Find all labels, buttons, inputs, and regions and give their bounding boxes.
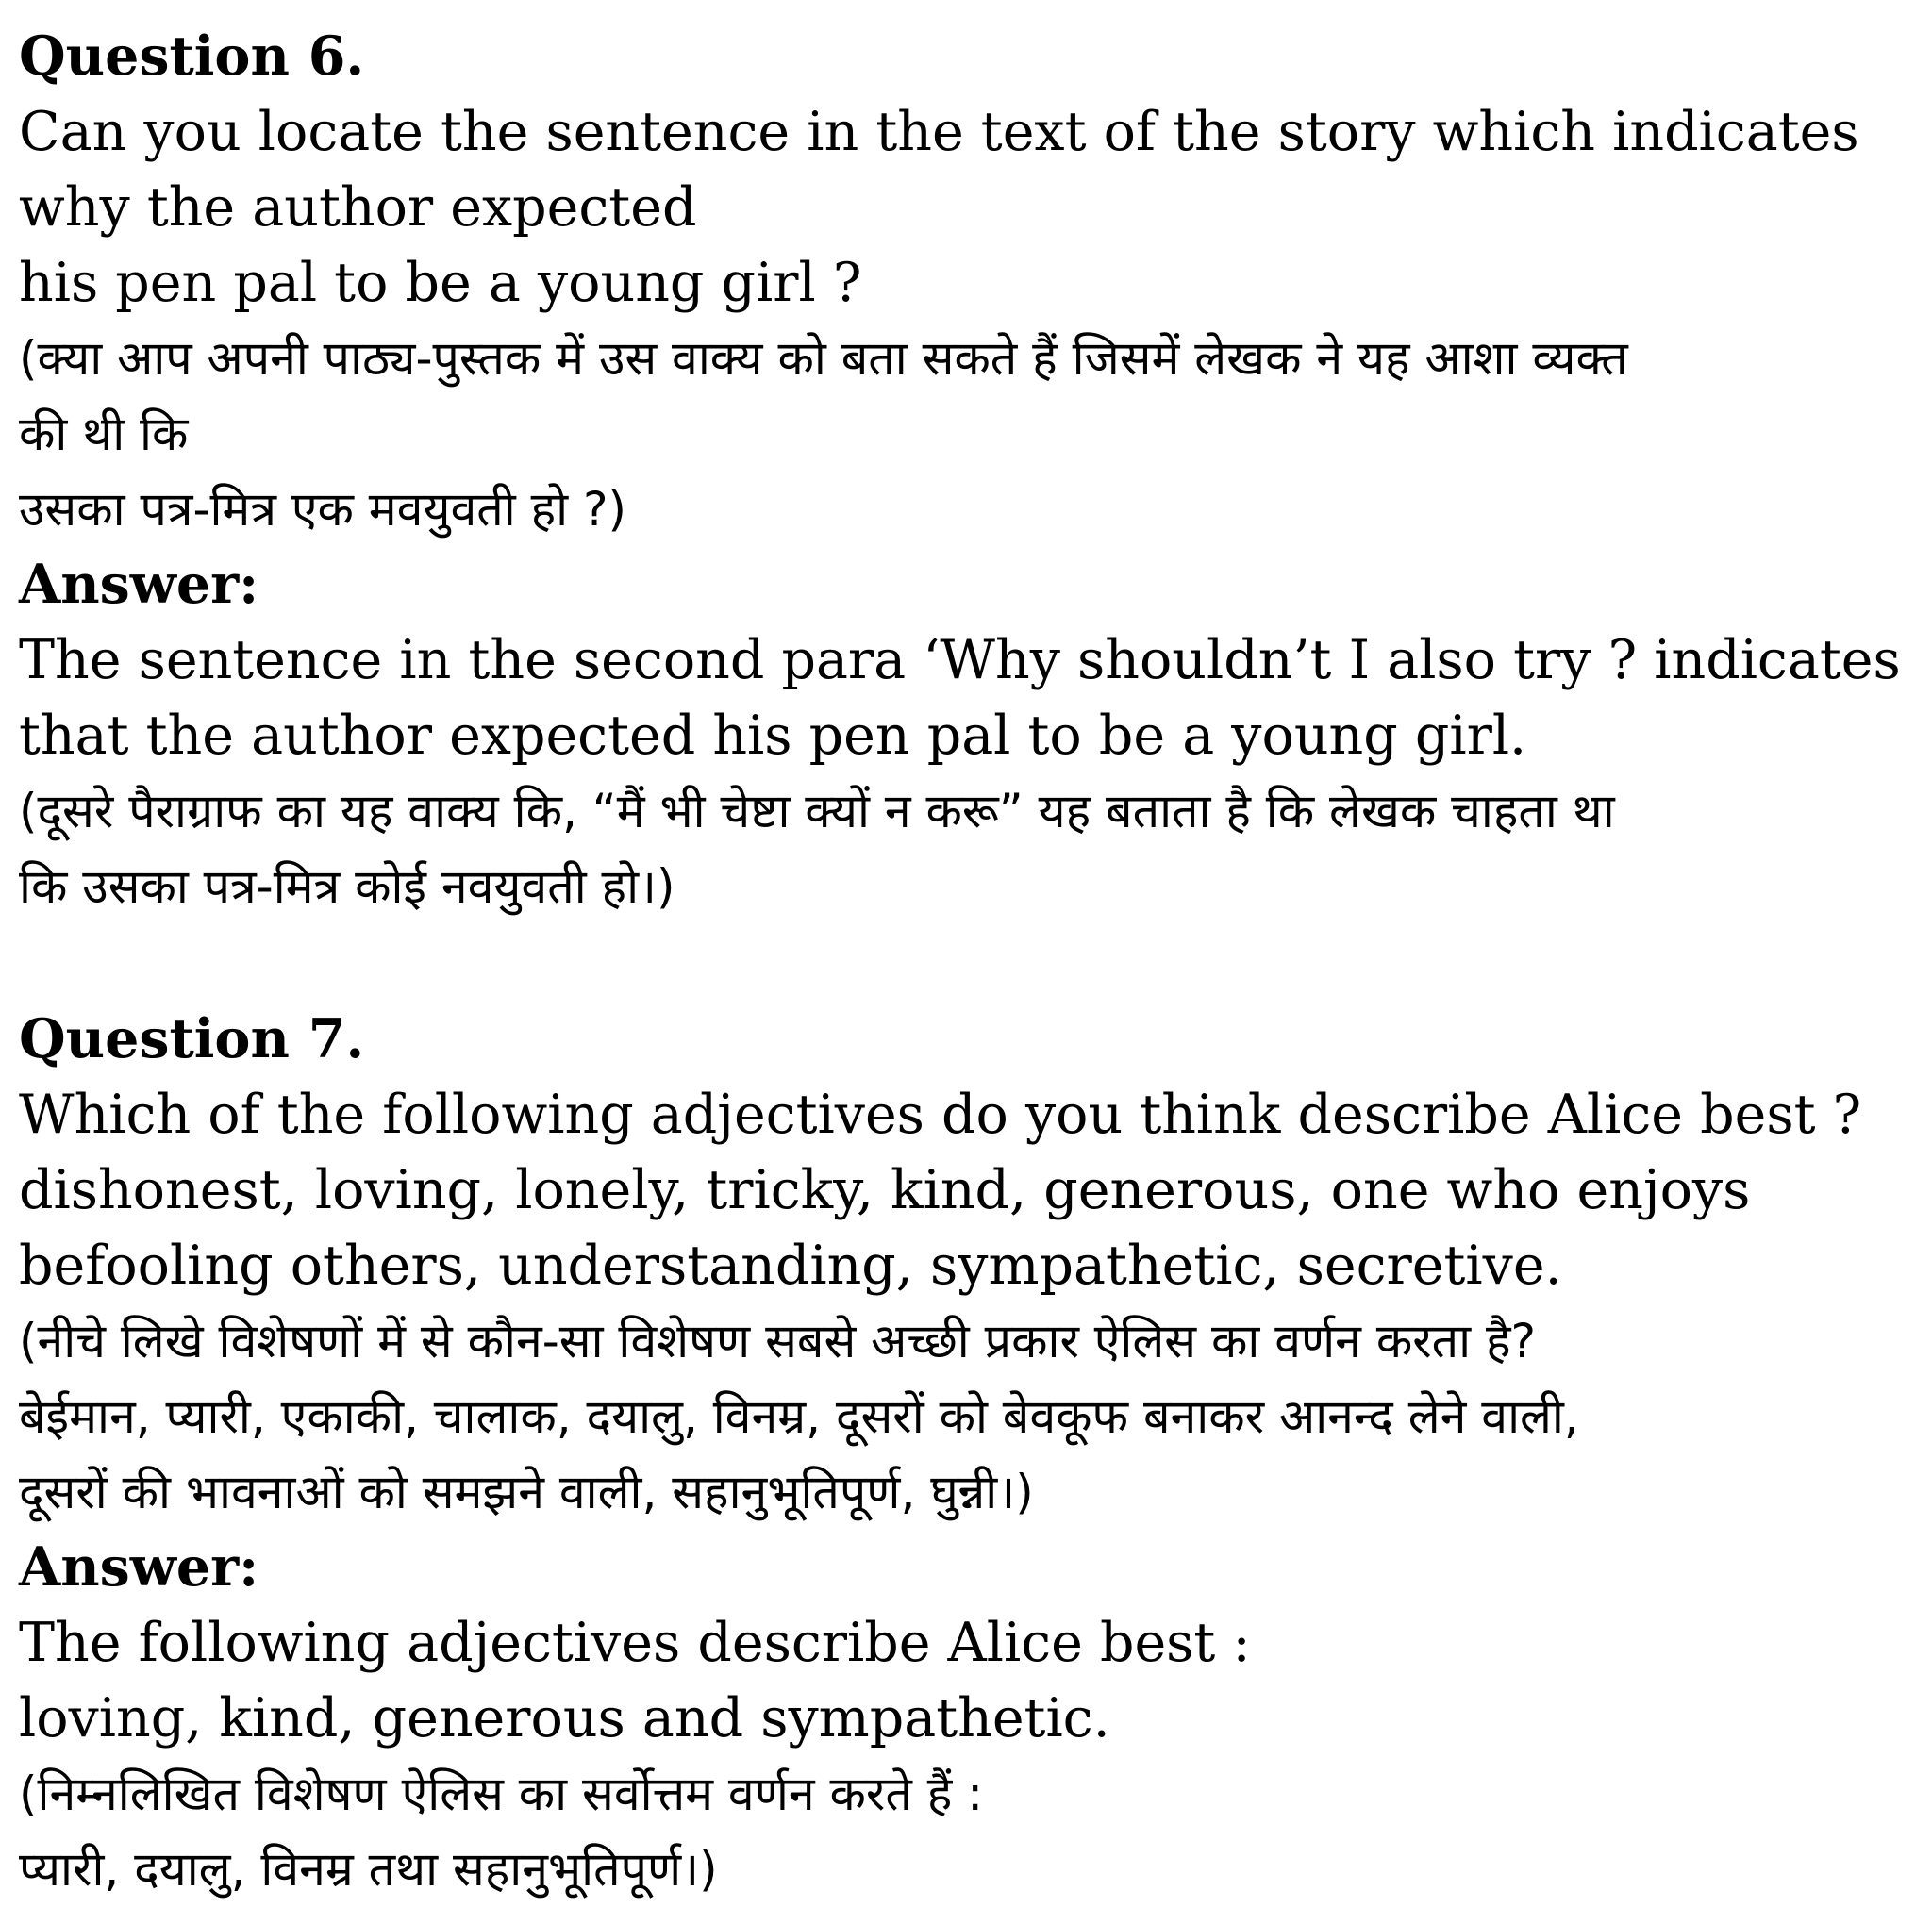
- answer-text-line: The sentence in the second para ‘Why shouldn’t I also try ? indicates: [19, 629, 1901, 691]
- question-text-line: befooling others, understanding, sympathetic, secretive.: [19, 1235, 1562, 1297]
- question-text-line: Which of the following adjectives do you think describe Alice best ?: [19, 1084, 1862, 1146]
- question-hindi-line: (नीचे लिखे विशेषणों में से कौन-सा विशेषण सबसे अच्छी प्रकार ऐलिस का वर्णन करता है?: [19, 1314, 1537, 1368]
- answer-heading: Answer:: [19, 1535, 259, 1599]
- question-text-line: why the author expected: [19, 176, 697, 239]
- answer-hindi-line: (दूसरे पैराग्राफ का यह वाक्य कि, “मैं भी चेष्टा क्यों न करू” यह बताता है कि लेखक चाहता था: [19, 784, 1615, 838]
- question-hindi-line: बेईमान, प्यारी, एकाकी, चालाक, दयालु, विनम्र, दूसरों को बेवकूफ बनाकर आनन्द लेने वाली,: [19, 1389, 1579, 1444]
- question-heading: Question 6.: [19, 25, 365, 88]
- section-spacer: [19, 924, 1915, 1002]
- question-hindi-line: (क्या आप अपनी पाठ्य-पुस्तक में उस वाक्य को बता सकते हैं जिसमें लेखक ने यह आशा व्यक्त: [19, 331, 1628, 386]
- answer-text-line: loving, kind, generous and sympathetic.: [19, 1687, 1110, 1749]
- answer-hindi-line: (निम्नलिखित विशेषण ऐलिस का सर्वोत्तम वर्णन करते हैं :: [19, 1766, 984, 1821]
- question-6-block: [19, 19, 1915, 924]
- question-heading: Question 7.: [19, 1007, 365, 1070]
- question-hindi-line: दूसरों की भावनाओं को समझने वाली, सहानुभूतिपूर्ण, घुन्नी।): [19, 1465, 1034, 1519]
- answer-text-line: that the author expected his pen pal to be a young girl.: [19, 705, 1527, 767]
- question-hindi-line: उसका पत्र-मित्र एक मवयुवती हो ?): [19, 482, 627, 537]
- answer-text-line: The following adjectives describe Alice best :: [19, 1612, 1251, 1674]
- question-text-line: dishonest, loving, lonely, tricky, kind, generous, one who enjoys: [19, 1159, 1751, 1221]
- document-page: [19, 19, 1915, 1907]
- answer-hindi-line: कि उसका पत्र-मित्र कोई नवयुवती हो।): [19, 859, 675, 914]
- question-hindi-line: की थी कि: [19, 406, 189, 461]
- question-text-line: Can you locate the sentence in the text of the story which indicates: [19, 101, 1859, 163]
- question-text-line: his pen pal to be a young girl ?: [19, 252, 862, 314]
- answer-heading: Answer:: [19, 553, 259, 616]
- answer-hindi-line: प्यारी, दयालु, विनम्र तथा सहानुभूतिपूर्ण।): [19, 1842, 718, 1897]
- question-7-block: [19, 1002, 1915, 1907]
